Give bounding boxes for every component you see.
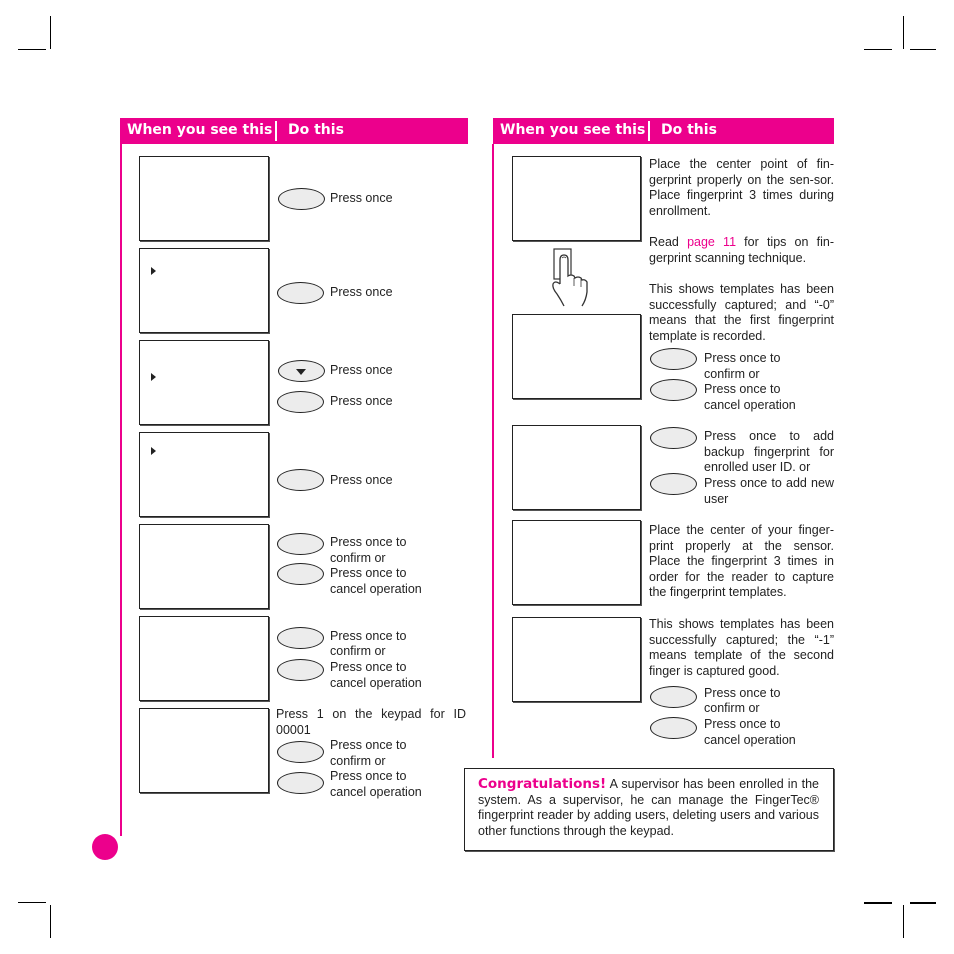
instruction-text: Press once to [704,717,781,731]
read-prefix: Read [649,235,688,249]
instruction-text: Press once [330,285,393,299]
instruction-text: Press once to [704,382,781,396]
instruction-text: cancel operation [330,676,422,690]
instruction-text: Press once to [330,660,407,674]
lcd-screen [139,708,269,793]
congratulations-text [478,777,819,839]
confirm-button[interactable] [277,741,324,763]
read-suffix: for tips on fin-gerprint scanning technique. [649,235,834,265]
confirm-button[interactable] [277,533,324,555]
instruction-text: Press once to [704,351,781,365]
crop-mark [903,16,904,49]
keypad-button[interactable] [278,188,325,210]
add-backup-button[interactable] [650,427,697,449]
finger-press-icon [548,246,590,310]
selector-arrow-icon [151,267,156,275]
instruction-text: Place the center point of fin-gerprint properly on the sen-sor. Place fingerprint 3 times during enrollment. [649,157,834,218]
lcd-screen [512,520,641,605]
down-arrow-icon [296,369,306,375]
cancel-button[interactable] [277,563,324,585]
congratulations-body: A supervisor has been enrolled in the system. As a supervisor, he can manage the FingerTec® fingerprint reader by adding users, deleting users and various other functions through the keypad. [478,777,819,838]
crop-mark [864,902,892,904]
crop-mark [910,49,936,50]
instruction-text: Press once to [330,566,407,580]
instruction-text [649,235,834,266]
instruction-text: confirm or [704,701,760,715]
instruction-text: cancel operation [704,398,796,412]
instruction-text: Press once [330,363,393,377]
header-do-this: Do this [288,122,344,138]
add-new-user-button[interactable] [650,473,697,495]
instruction-text: Place the center of your finger-print properly at the sensor. Place the fingerprint 3 times in order for the reader to capture the fingerprint templates. [649,523,834,600]
selector-arrow-icon [151,447,156,455]
crop-mark [903,905,904,938]
confirm-button[interactable] [650,686,697,708]
instruction-text: confirm or [704,367,760,381]
crop-mark [50,16,51,49]
cancel-button[interactable] [650,379,697,401]
cancel-button[interactable] [277,772,324,794]
instruction-text: This shows templates has been successfully captured; the “-1” means template of the second finger is captured good. [649,617,834,678]
page-link[interactable]: page 11 [687,235,737,249]
lcd-screen [139,156,269,241]
header-divider [275,121,277,141]
down-arrow-button[interactable] [278,360,325,382]
instruction-text: cancel operation [330,582,422,596]
instruction-text: cancel operation [704,733,796,747]
instruction-text: Press once to add new user [704,476,834,506]
keypad-button[interactable] [277,469,324,491]
instruction-text: Press once [330,473,393,487]
congratulations-title: Congratulations! [478,776,607,792]
instruction-text: Press once to [704,686,781,700]
crop-mark [864,49,892,50]
instruction-text: Press 1 on the keypad for ID 00001 [276,707,466,737]
crop-mark [18,902,46,903]
instruction-text: confirm or [330,551,386,565]
instruction-text: Press once to [330,535,407,549]
left-column-header [120,118,468,144]
page-number-dot [92,834,118,860]
lcd-screen [139,524,269,609]
header-when-you-see-this: When you see this [127,122,273,138]
crop-mark [910,902,936,904]
left-margin-line [120,144,122,836]
confirm-button[interactable] [650,348,697,370]
instruction-text: cancel operation [330,785,422,799]
header-divider [648,121,650,141]
congratulations-box [464,768,834,851]
instruction-text: Press once [330,191,393,205]
crop-mark [18,49,46,50]
instruction-text: Press once [330,394,393,408]
instruction-text: confirm or [330,644,386,658]
lcd-screen [139,616,269,701]
lcd-screen [512,314,641,399]
lcd-screen [139,340,269,425]
header-when-you-see-this: When you see this [500,122,646,138]
keypad-button[interactable] [277,282,324,304]
instruction-text: Press once to [330,769,407,783]
right-column-header [493,118,834,144]
crop-mark [50,905,51,938]
instruction-text: Press once to add backup fingerprint for enrolled user ID. or [704,429,834,475]
selector-arrow-icon [151,373,156,381]
lcd-screen [512,156,641,241]
confirm-button[interactable] [277,627,324,649]
lcd-screen [512,425,641,510]
cancel-button[interactable] [650,717,697,739]
lcd-screen [139,432,269,517]
right-margin-line [492,144,494,758]
cancel-button[interactable] [277,659,324,681]
header-do-this: Do this [661,122,717,138]
instruction-text: This shows templates has been successfully captured; and “-0” means that the first fingerprint template is recorded. [649,282,834,343]
lcd-screen [139,248,269,333]
instruction-text: Press once to [330,738,407,752]
keypad-button[interactable] [277,391,324,413]
lcd-screen [512,617,641,702]
instruction-text: Press once to [330,629,407,643]
instruction-text: confirm or [330,754,386,768]
